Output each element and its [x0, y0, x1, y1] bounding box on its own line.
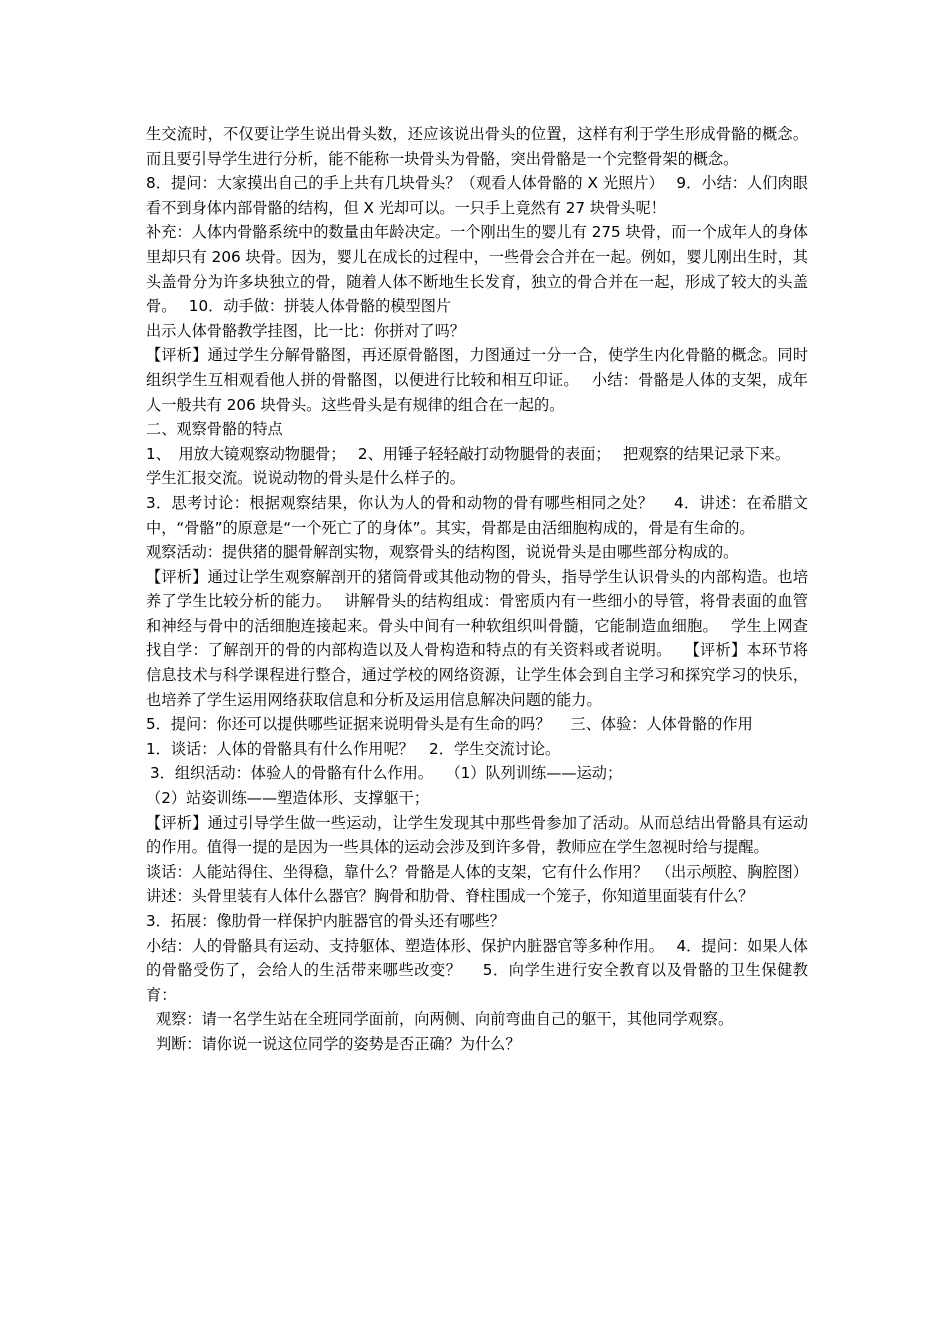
document-body	[146, 122, 808, 1057]
paragraph: 1、 用放大镜观察动物腿骨； 2、用锤子轻轻敲打动物腿骨的表面； 把观察的结果记录下来。	[146, 444, 791, 463]
paragraph: 【评析】通过引导学生做一些运动，让学生发现其中那些骨参加了活动。从而总结出骨骼具有运动的作用。值得一提的是因为一些具体的运动会涉及到许多骨，教师应在学生忽视时给与提醒。	[146, 813, 808, 857]
paragraph: 5．提问：你还可以提供哪些证据来说明骨头是有生命的吗？ 三、体验：人体骨骼的作用	[146, 715, 753, 734]
paragraph: 观察：请一名学生站在全班同学面前，向两侧、向前弯曲自己的躯干，其他同学观察。	[156, 1010, 734, 1029]
paragraph: 【评析】通过学生分解骨骼图，再还原骨骼图，力图通过一分一合，使学生内化骨骼的概念。同时组织学生互相观看他人拼的骨骼图，以便进行比较和相互印证。 小结：骨骼是人体的支架，成年人一般共有 206 块骨头。这些骨头是有规律的组合在一起的。	[146, 346, 808, 414]
paragraph: 【评析】通过让学生观察解剖开的猪筒骨或其他动物的骨头，指导学生认识骨头的内部构造。也培养了学生比较分析的能力。 讲解骨头的结构组成：骨密质内有一些细小的导管，将骨表面的血管和神经与骨中的活细胞连接起来。骨头中间有一种软组织叫骨髓，它能制造血细胞。 学生上网查找自学：了解剖开的骨的内部构造以及人骨构造和特点的有关资料或者说明。 【评析】本环节将信息技术与科学课程进行整合，通过学校的网络资源，让学生体会到自主学习和探究学习的快乐，也培养了学生运用网络获取信息和分析及运用信息解决问题的能力。	[146, 567, 808, 709]
paragraph: 补充：人体内骨骼系统中的数量由年龄决定。一个刚出生的婴儿有 275 块骨，而一个成年人的身体里却只有 206 块骨。因为，婴儿在成长的过程中，一些骨会合并在一起。例如，婴儿刚出生时，其头盖骨分为许多块独立的骨，随着人体不断地生长发育，独立的骨合并在一起，形成了较大的头盖骨。 10．动手做：拼装人体骨骼的模型图片	[146, 223, 808, 316]
paragraph: 观察活动：提供猪的腿骨解剖实物，观察骨头的结构图，说说骨头是由哪些部分构成的。	[146, 543, 739, 562]
paragraph: 生交流时，不仅要让学生说出骨头数，还应该说出骨头的位置，这样有利于学生形成骨骼的概念。而且要引导学生进行分析，能不能称一块骨头为骨骼，突出骨骼是一个完整骨架的概念。	[146, 125, 808, 168]
paragraph: 8．提问：大家摸出自己的手上共有几块骨头？（观看人体骨骼的 X 光照片） 9．小结：人们肉眼看不到身体内部骨骼的结构，但 X 光却可以。一只手上竟然有 27 块骨头呢！	[146, 174, 808, 217]
paragraph: 小结：人的骨骼具有运动、支持躯体、塑造体形、保护内脏器官等多种作用。 4．提问：如果人体的骨骼受伤了，会给人的生活带来哪些改变？ 5．向学生进行安全教育以及骨骼的卫生保健教育：	[146, 936, 808, 1004]
paragraph: 1．谈话：人体的骨骼具有什么作用呢？ 2．学生交流讨论。	[146, 739, 561, 758]
paragraph: 3．组织活动：体验人的骨骼有什么作用。 （1）队列训练——运动；	[150, 764, 623, 783]
paragraph: 3．思考讨论：根据观察结果，你认为人的骨和动物的骨有哪些相同之处？ 4．讲述：在希腊文中，“骨骼”的原意是“一个死亡了的身体”。其实，骨都是由活细胞构成的，骨是有生命的。	[146, 493, 808, 537]
paragraph: 判断：请你说一说这位同学的姿势是否正确？为什么？	[156, 1034, 521, 1053]
paragraph: 3．拓展：像肋骨一样保护内脏器官的骨头还有哪些？	[146, 912, 505, 930]
paragraph: 谈话：人能站得住、坐得稳，靠什么？骨骼是人体的支架，它有什么作用？ （出示颅腔、胸腔图）讲述：头骨里装有人体什么器官？胸骨和肋骨、脊柱围成一个笼子，你知道里面装有什么？	[146, 862, 808, 906]
paragraph: 出示人体骨骼教学挂图，比一比：你拼对了吗？	[146, 321, 465, 340]
section-heading: 二、观察骨骼的特点	[146, 420, 283, 439]
paragraph: 学生汇报交流。说说动物的骨头是什么样子的。	[146, 469, 465, 488]
paragraph: （2）站姿训练——塑造体形、支撑躯干；	[146, 789, 430, 808]
